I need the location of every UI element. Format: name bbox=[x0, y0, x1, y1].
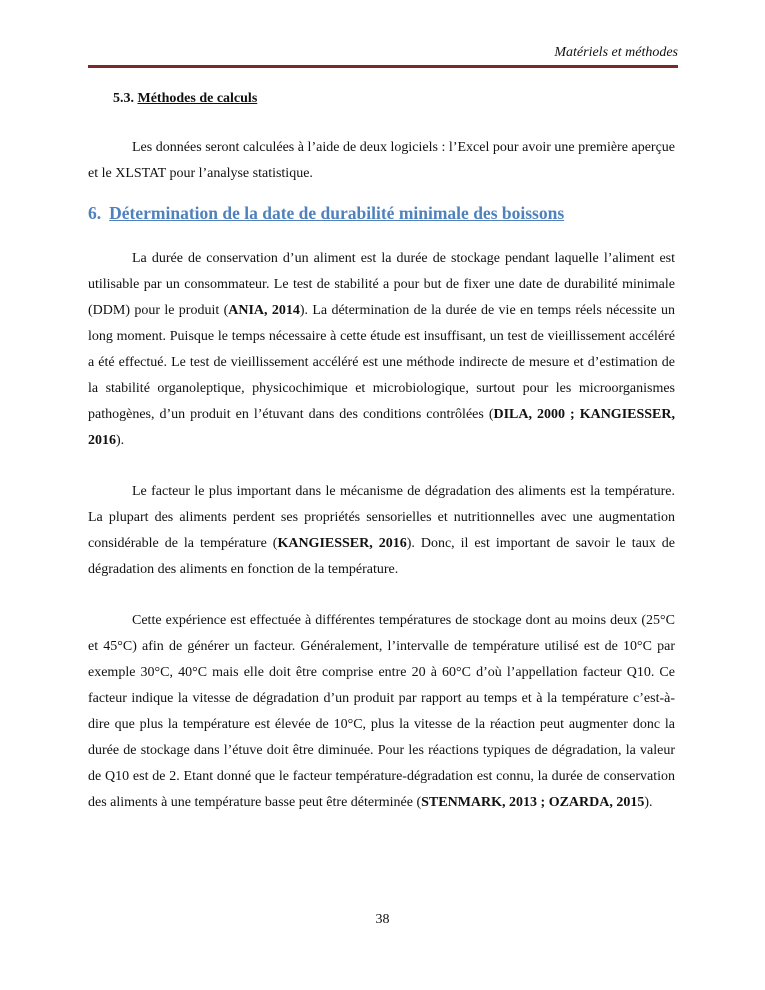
paragraph-software bbox=[88, 135, 675, 187]
header-rule bbox=[88, 65, 678, 68]
paragraph-software-text: Les données seront calculées à l’aide de deux logiciels : l’Excel pour avoir une première aperçue et le XLSTAT pour l’analyse statistique. bbox=[88, 140, 675, 181]
subsection-heading-5-3 bbox=[113, 90, 257, 108]
subsection-title: Méthodes de calculs bbox=[137, 91, 258, 106]
citation: KANGIESSER, 2016 bbox=[277, 536, 407, 551]
citation: DILA, 2000 ; KANGIESSER, 2016 bbox=[88, 407, 676, 448]
citation: STENMARK, 2013 ; OZARDA, 2015 bbox=[421, 795, 645, 810]
paragraph-text: Le facteur le plus important dans le mécanisme de dégradation des aliments est la température. La plupart des aliments perdent ses propriétés sensorielles et nutritionnelles avec une augmentation considérable de la température ( bbox=[88, 484, 675, 551]
paragraph-text: ). bbox=[116, 433, 125, 448]
paragraph-text: ). La détermination de la durée de vie en temps réels nécessite un long moment. Puisque le temps nécessaire à cette étude est insuffisant, un test de vieillissement accéléré a été effectué. Le test de vieillissement accéléré est une méthode indirecte de mesure et d’estimation de la stabilité organoleptique, physicochimique et microbiologique, surtout pour les microorganismes pathogènes, d’un produit en l’étuvant dans des conditions contrôlées ( bbox=[88, 303, 675, 422]
subsection-number: 5.3. bbox=[113, 91, 134, 106]
paragraph-text: ). bbox=[644, 795, 653, 810]
section-heading-6 bbox=[88, 201, 564, 225]
paragraph-shelf-life bbox=[88, 246, 675, 454]
paragraph-q10 bbox=[88, 608, 675, 816]
section-title: Détermination de la date de durabilité minimale des boissons bbox=[109, 203, 565, 223]
section-number: 6. bbox=[88, 203, 102, 223]
paragraph-text: Cette expérience est effectuée à différentes températures de stockage dont au moins deux (25°C et 45°C) afin de générer un facteur. Généralement, l’intervalle de température utilisé est de 10°C par exemple 30°C, 40°C mais elle doit être comprise entre 20 à 60°C d’où l’appellation facteur Q10. Ce facteur indique la vitesse de dégradation d’un produit par rapport au temps et à la température c’est-à-dire que plus la température est élevée de 10°C, plus la vitesse de la réaction peut augmenter donc la durée de stockage dans l’étuve doit être diminuée. Pour les réactions typiques de dégradation, la valeur de Q10 est de 2. Etant donné que le facteur température-dégradation est connu, la durée de conservation des aliments à une température basse peut être déterminée ( bbox=[88, 613, 675, 810]
paragraph-text: ). Donc, il est important de savoir le taux de dégradation des aliments en fonction de la température. bbox=[88, 536, 675, 577]
paragraph-text: La durée de conservation d’un aliment est la durée de stockage pendant laquelle l’aliment est utilisable par un consommateur. Le test de stabilité a pour but de fixer une date de durabilité minimale (DDM) pour le produit ( bbox=[88, 251, 675, 318]
citation: ANIA, 2014 bbox=[228, 303, 300, 318]
running-header: Matériels et méthodes bbox=[554, 45, 678, 60]
paragraph-temperature bbox=[88, 479, 675, 583]
page-number: 38 bbox=[375, 912, 390, 927]
